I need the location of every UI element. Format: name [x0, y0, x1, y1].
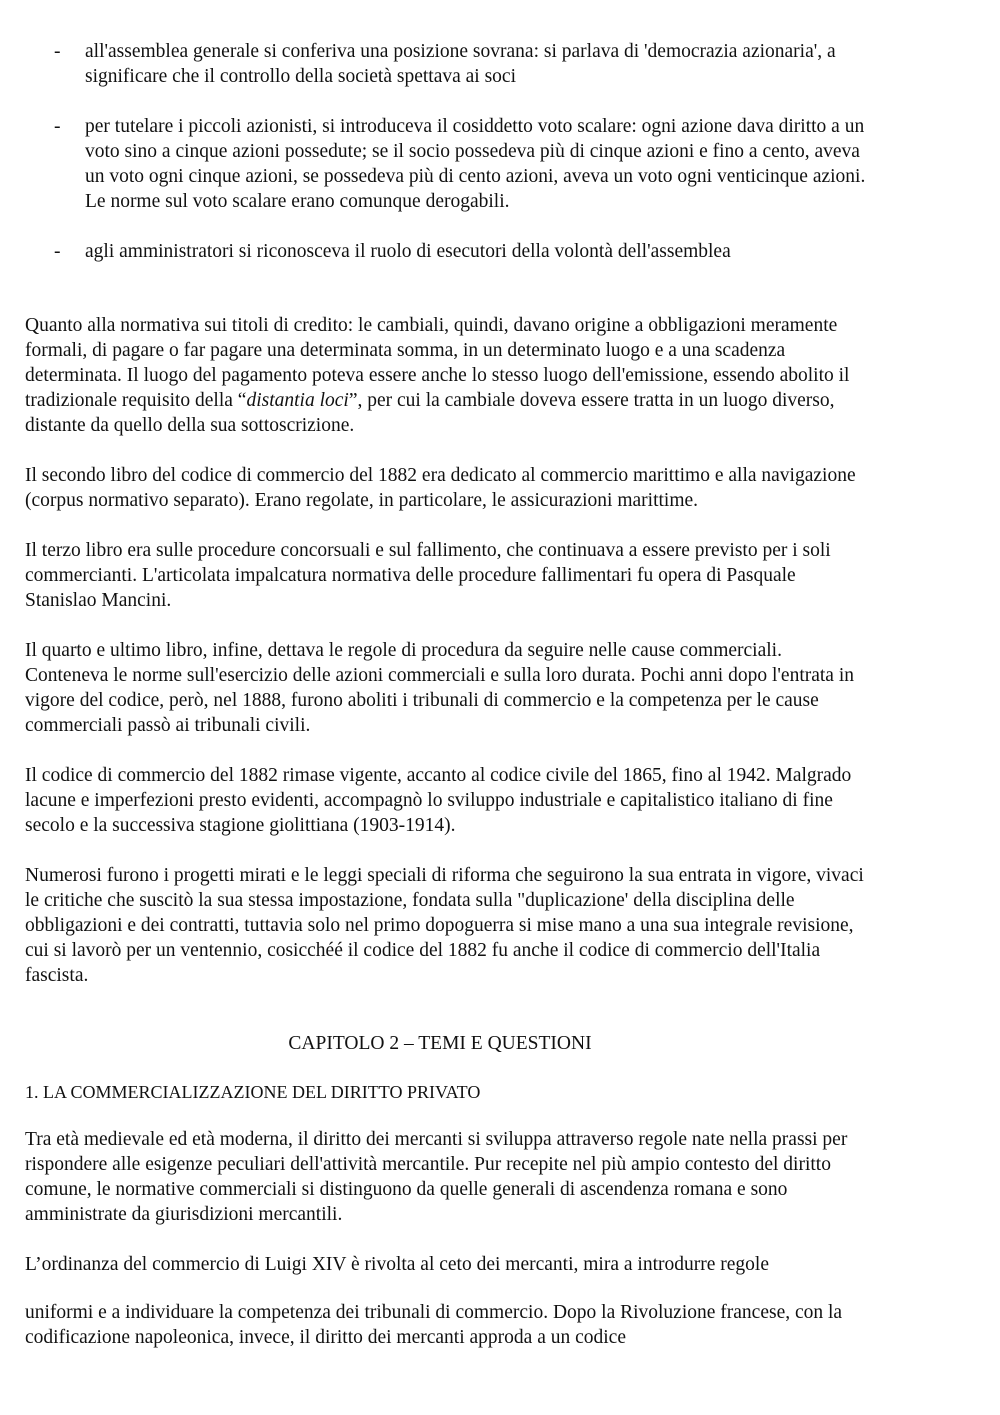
body-text: [25, 313, 865, 1013]
paragraph-quarto-libro: Il quarto e ultimo libro, infine, dettava le regole di procedura da seguire nelle cause commerciali. Conteneva le norme sull'esercizio delle azioni commerciali e sulla loro durata. Pochi anni dopo l'entrata in vigore del codice, però, nel 1888, furono aboliti i tribunali di commercio e la competenza per le cause commerciali passò ai tribunali civili.: [25, 640, 854, 736]
bullet-text: agli amministratori si riconosceva il ruolo di esecutori della volontà dell'assemblea: [85, 241, 731, 262]
bullet-item-assemblea: [0, 39, 875, 89]
paragraph-codice-vigente: Il codice di commercio del 1882 rimase vigente, accanto al codice civile del 1865, fino al 1942. Malgrado lacune e imperfezioni presto evidenti, accompagnò lo sviluppo industriale e capitalistico italiano di fine secolo e la successiva stagione giolittiana (1903-1914).: [25, 765, 852, 836]
bullet-list: [0, 39, 1000, 289]
bullet-dash: -: [54, 241, 61, 262]
section-body-continued: [25, 1300, 865, 1375]
bullet-text: per tutelare i piccoli azionisti, si introduceva il cosiddetto voto scalare: ogni azione dava diritto a un voto sino a cinque azioni possedute; se il socio possedeva più di cinque azioni e fino a cento, aveva un voto ogni cinque azioni, se possedeva più di cento azioni, aveva un voto ogni venticinque azioni. Le norme sul voto scalare erano comunque derogabili.: [85, 116, 866, 212]
paragraph-titoli-credito: [25, 313, 865, 438]
bullet-text: all'assemblea generale si conferiva una posizione sovrana: si parlava di 'democrazia azionaria', a significare che il controllo della società spettava ai soci: [85, 41, 836, 87]
paragraph-uniformi: uniformi e a individuare la competenza dei tribunali di commercio. Dopo la Rivoluzione francese, con la codificazione napoleonica, invece, il diritto dei mercanti approda a un codice: [25, 1302, 843, 1348]
paragraph-terzo-libro: Il terzo libro era sulle procedure concorsuali e sul fallimento, che continuava a essere previsto per i soli commercianti. L'articolata impalcatura normativa delle procedure fallimentari fu opera di Pasquale Stanislao Mancini.: [25, 540, 831, 611]
paragraph-text: ”, per cui la cambiale doveva essere tratta in un luogo diverso, distante da quello della sua sottoscrizione.: [25, 390, 835, 436]
paragraph-eta-medievale: Tra età medievale ed età moderna, il diritto dei mercanti si sviluppa attraverso regole nate nella prassi per rispondere alle esigenze peculiari dell'attività mercantile. Pur recepite nel più ampio contesto del diritto comune, le normative commerciali si distinguono da quelle generali di ascendenza romana e sono amministrate da giurisdizioni mercantili.: [25, 1129, 848, 1225]
bullet-dash: -: [54, 41, 61, 62]
chapter-title: CAPITOLO 2 – TEMI E QUESTIONI: [288, 1033, 592, 1054]
bullet-item-voto-scalare: [0, 114, 875, 214]
bullet-item-amministratori: [0, 239, 875, 264]
bullet-dash: -: [54, 116, 61, 137]
paragraph-text: Quanto alla normativa sui titoli di credito: le cambiali, quindi, davano origine a obbligazioni meramente formali, di pagare o far pagare una determinata somma, in un determinato luogo e a una scadenza determinata. Il luogo del pagamento poteva essere anche lo stesso luogo dell'emissione, essendo abolito il tradizionale requisito della “: [25, 315, 850, 411]
paragraph-secondo-libro: Il secondo libro del codice di commercio del 1882 era dedicato al commercio marittimo e alla navigazione (corpus normativo separato). Erano regolate, in particolare, le assicurazioni marittime.: [25, 465, 856, 511]
section-heading: 1. LA COMMERCIALIZZAZIONE DEL DIRITTO PRIVATO: [25, 1082, 481, 1102]
paragraph-progetti-riforma: Numerosi furono i progetti mirati e le leggi speciali di riforma che seguirono la sua entrata in vigore, vivaci le critiche che suscitò la sua stessa impostazione, fondata sulla "duplicazione' della disciplina delle obbligazioni e dei contratti, tuttavia solo nel primo dopoguerra si mise mano a una sua integrale revisione, cui si lavorò per un ventennio, cosicchéé il codice del 1882 fu anche il codice di commercio dell'Italia fascista.: [25, 865, 864, 986]
section-body: [25, 1127, 865, 1302]
paragraph-ordinanza: L’ordinanza del commercio di Luigi XIV è rivolta al ceto dei mercanti, mira a introdurre regole: [25, 1254, 769, 1275]
italic-term: distantia loci: [246, 390, 349, 411]
